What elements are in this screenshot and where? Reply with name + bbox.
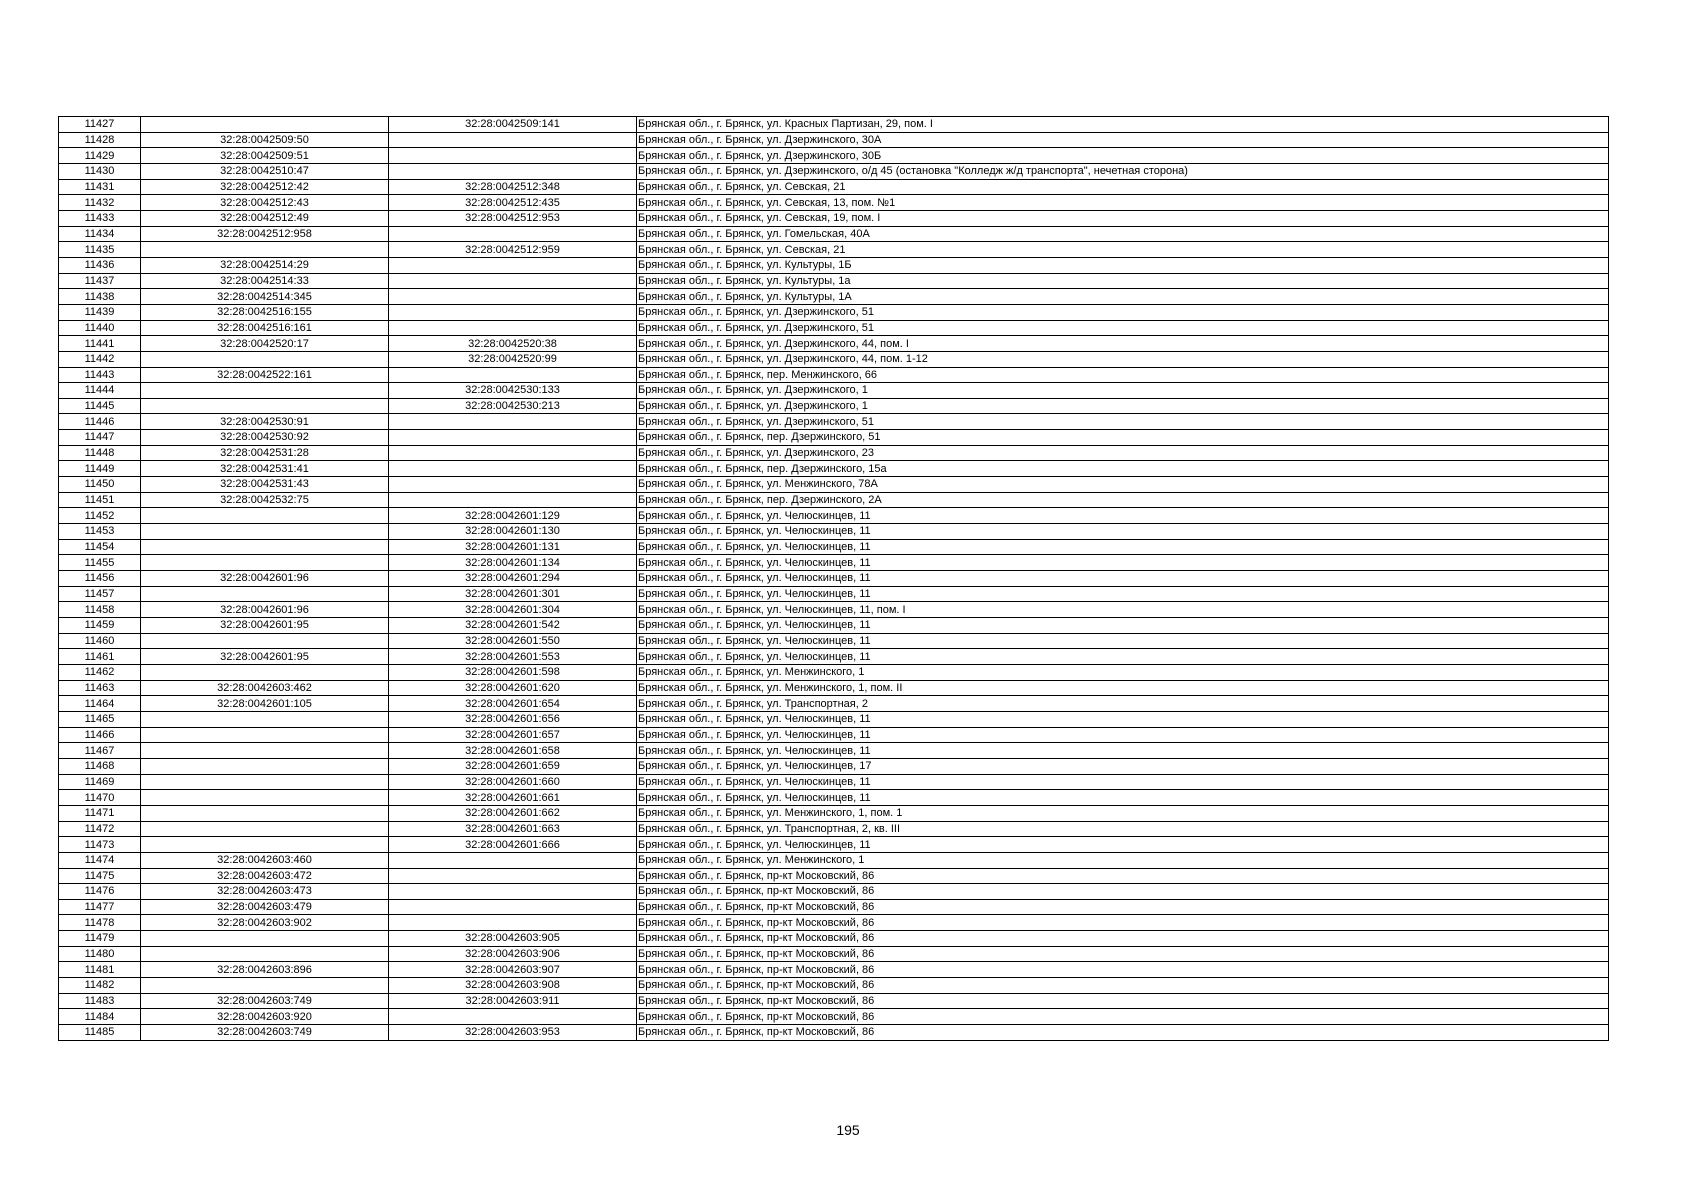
table-row xyxy=(59,210,1609,226)
table-row xyxy=(59,336,1609,352)
building-number-cell: 32:28:0042530:213 xyxy=(389,398,637,414)
row-number-cell: 11451 xyxy=(59,492,141,508)
table-row xyxy=(59,821,1609,837)
table-row xyxy=(59,727,1609,743)
building-number-cell: 32:28:0042601:598 xyxy=(389,664,637,680)
parcel-number-cell: 32:28:0042532:75 xyxy=(141,492,389,508)
register-table-container xyxy=(58,116,1609,1041)
table-row xyxy=(59,884,1609,900)
building-number-cell xyxy=(389,289,637,305)
row-number-cell: 11463 xyxy=(59,680,141,696)
table-row xyxy=(59,915,1609,931)
address-cell: Брянская обл., г. Брянск, ул. Севская, 19, пом. I xyxy=(637,210,1609,226)
address-cell: Брянская обл., г. Брянск, ул. Гомельская, 40А xyxy=(637,226,1609,242)
table-row xyxy=(59,492,1609,508)
address-cell: Брянская обл., г. Брянск, ул. Транспортная, 2, кв. III xyxy=(637,821,1609,837)
table-row xyxy=(59,148,1609,164)
building-number-cell xyxy=(389,320,637,336)
row-number-cell: 11438 xyxy=(59,289,141,305)
parcel-number-cell: 32:28:0042530:92 xyxy=(141,430,389,446)
address-cell: Брянская обл., г. Брянск, пр-кт Московский, 86 xyxy=(637,899,1609,915)
row-number-cell: 11472 xyxy=(59,821,141,837)
table-row xyxy=(59,805,1609,821)
row-number-cell: 11465 xyxy=(59,711,141,727)
address-cell: Брянская обл., г. Брянск, ул. Дзержинского, 30Б xyxy=(637,148,1609,164)
row-number-cell: 11470 xyxy=(59,790,141,806)
table-row xyxy=(59,257,1609,273)
address-cell: Брянская обл., г. Брянск, ул. Челюскинцев, 11 xyxy=(637,727,1609,743)
building-number-cell: 32:28:0042601:134 xyxy=(389,555,637,571)
table-row xyxy=(59,790,1609,806)
building-number-cell xyxy=(389,430,637,446)
parcel-number-cell: 32:28:0042530:91 xyxy=(141,414,389,430)
parcel-number-cell: 32:28:0042601:96 xyxy=(141,602,389,618)
building-number-cell: 32:28:0042512:348 xyxy=(389,179,637,195)
building-number-cell xyxy=(389,367,637,383)
address-cell: Брянская обл., г. Брянск, ул. Челюскинцев, 11, пом. I xyxy=(637,602,1609,618)
row-number-cell: 11428 xyxy=(59,132,141,148)
table-row xyxy=(59,539,1609,555)
address-cell: Брянская обл., г. Брянск, ул. Культуры, 1а xyxy=(637,273,1609,289)
parcel-number-cell xyxy=(141,351,389,367)
table-row xyxy=(59,664,1609,680)
row-number-cell: 11461 xyxy=(59,649,141,665)
table-row xyxy=(59,195,1609,211)
table-row xyxy=(59,273,1609,289)
row-number-cell: 11474 xyxy=(59,852,141,868)
row-number-cell: 11435 xyxy=(59,242,141,258)
building-number-cell: 32:28:0042530:133 xyxy=(389,383,637,399)
parcel-number-cell: 32:28:0042509:50 xyxy=(141,132,389,148)
parcel-number-cell: 32:28:0042512:958 xyxy=(141,226,389,242)
address-cell: Брянская обл., г. Брянск, ул. Культуры, 1Б xyxy=(637,257,1609,273)
table-row xyxy=(59,555,1609,571)
address-cell: Брянская обл., г. Брянск, ул. Дзержинского, о/д 45 (остановка "Колледж ж/д транспорта", нечетная сторона) xyxy=(637,163,1609,179)
row-number-cell: 11445 xyxy=(59,398,141,414)
address-cell: Брянская обл., г. Брянск, ул. Челюскинцев, 11 xyxy=(637,743,1609,759)
building-number-cell: 32:28:0042601:294 xyxy=(389,571,637,587)
building-number-cell: 32:28:0042512:959 xyxy=(389,242,637,258)
table-row xyxy=(59,524,1609,540)
address-cell: Брянская обл., г. Брянск, пр-кт Московский, 86 xyxy=(637,946,1609,962)
address-cell: Брянская обл., г. Брянск, ул. Челюскинцев, 11 xyxy=(637,774,1609,790)
row-number-cell: 11478 xyxy=(59,915,141,931)
table-row xyxy=(59,477,1609,493)
row-number-cell: 11459 xyxy=(59,618,141,634)
table-row xyxy=(59,868,1609,884)
building-number-cell xyxy=(389,884,637,900)
address-cell: Брянская обл., г. Брянск, пр-кт Московский, 86 xyxy=(637,868,1609,884)
row-number-cell: 11444 xyxy=(59,383,141,399)
parcel-number-cell xyxy=(141,978,389,994)
table-row xyxy=(59,1025,1609,1041)
address-cell: Брянская обл., г. Брянск, ул. Красных Партизан, 29, пом. I xyxy=(637,117,1609,133)
parcel-number-cell: 32:28:0042603:472 xyxy=(141,868,389,884)
parcel-number-cell: 32:28:0042510:47 xyxy=(141,163,389,179)
address-cell: Брянская обл., г. Брянск, ул. Челюскинцев, 11 xyxy=(637,555,1609,571)
address-cell: Брянская обл., г. Брянск, ул. Дзержинского, 51 xyxy=(637,320,1609,336)
building-number-cell: 32:28:0042601:304 xyxy=(389,602,637,618)
parcel-number-cell: 32:28:0042603:902 xyxy=(141,915,389,931)
parcel-number-cell xyxy=(141,508,389,524)
building-number-cell: 32:28:0042601:654 xyxy=(389,696,637,712)
table-row xyxy=(59,649,1609,665)
table-row xyxy=(59,179,1609,195)
row-number-cell: 11484 xyxy=(59,1009,141,1025)
row-number-cell: 11483 xyxy=(59,993,141,1009)
parcel-number-cell xyxy=(141,633,389,649)
building-number-cell xyxy=(389,304,637,320)
building-number-cell xyxy=(389,899,637,915)
parcel-number-cell xyxy=(141,727,389,743)
building-number-cell: 32:28:0042603:905 xyxy=(389,931,637,947)
row-number-cell: 11475 xyxy=(59,868,141,884)
address-cell: Брянская обл., г. Брянск, ул. Менжинского, 1, пом. 1 xyxy=(637,805,1609,821)
building-number-cell: 32:28:0042603:911 xyxy=(389,993,637,1009)
parcel-number-cell: 32:28:0042514:33 xyxy=(141,273,389,289)
address-cell: Брянская обл., г. Брянск, ул. Челюскинцев, 11 xyxy=(637,649,1609,665)
parcel-number-cell xyxy=(141,790,389,806)
address-cell: Брянская обл., г. Брянск, ул. Челюскинцев, 11 xyxy=(637,586,1609,602)
parcel-number-cell xyxy=(141,539,389,555)
building-number-cell: 32:28:0042601:661 xyxy=(389,790,637,806)
row-number-cell: 11480 xyxy=(59,946,141,962)
address-cell: Брянская обл., г. Брянск, ул. Дзержинского, 1 xyxy=(637,398,1609,414)
parcel-number-cell xyxy=(141,821,389,837)
row-number-cell: 11437 xyxy=(59,273,141,289)
table-row xyxy=(59,899,1609,915)
address-cell: Брянская обл., г. Брянск, ул. Дзержинского, 44, пом. I xyxy=(637,336,1609,352)
register-table-body xyxy=(59,117,1609,1041)
parcel-number-cell: 32:28:0042512:43 xyxy=(141,195,389,211)
parcel-number-cell: 32:28:0042603:920 xyxy=(141,1009,389,1025)
row-number-cell: 11462 xyxy=(59,664,141,680)
address-cell: Брянская обл., г. Брянск, ул. Челюскинцев, 11 xyxy=(637,618,1609,634)
parcel-number-cell xyxy=(141,555,389,571)
building-number-cell xyxy=(389,868,637,884)
parcel-number-cell: 32:28:0042509:51 xyxy=(141,148,389,164)
building-number-cell: 32:28:0042601:129 xyxy=(389,508,637,524)
building-number-cell xyxy=(389,852,637,868)
address-cell: Брянская обл., г. Брянск, пер. Менжинского, 66 xyxy=(637,367,1609,383)
address-cell: Брянская обл., г. Брянск, ул. Челюскинцев, 11 xyxy=(637,790,1609,806)
building-number-cell: 32:28:0042601:662 xyxy=(389,805,637,821)
parcel-number-cell: 32:28:0042603:896 xyxy=(141,962,389,978)
address-cell: Брянская обл., г. Брянск, ул. Дзержинского, 30А xyxy=(637,132,1609,148)
table-row xyxy=(59,931,1609,947)
address-cell: Брянская обл., г. Брянск, ул. Дзержинского, 44, пом. 1-12 xyxy=(637,351,1609,367)
address-cell: Брянская обл., г. Брянск, пр-кт Московский, 86 xyxy=(637,962,1609,978)
row-number-cell: 11442 xyxy=(59,351,141,367)
building-number-cell xyxy=(389,163,637,179)
building-number-cell xyxy=(389,226,637,242)
row-number-cell: 11434 xyxy=(59,226,141,242)
building-number-cell: 32:28:0042601:663 xyxy=(389,821,637,837)
register-table xyxy=(58,116,1609,1041)
parcel-number-cell: 32:28:0042514:29 xyxy=(141,257,389,273)
parcel-number-cell xyxy=(141,711,389,727)
parcel-number-cell xyxy=(141,242,389,258)
row-number-cell: 11482 xyxy=(59,978,141,994)
table-row xyxy=(59,351,1609,367)
table-row xyxy=(59,962,1609,978)
parcel-number-cell xyxy=(141,586,389,602)
row-number-cell: 11458 xyxy=(59,602,141,618)
table-row xyxy=(59,242,1609,258)
parcel-number-cell xyxy=(141,524,389,540)
row-number-cell: 11457 xyxy=(59,586,141,602)
row-number-cell: 11467 xyxy=(59,743,141,759)
row-number-cell: 11464 xyxy=(59,696,141,712)
parcel-number-cell: 32:28:0042603:479 xyxy=(141,899,389,915)
row-number-cell: 11466 xyxy=(59,727,141,743)
building-number-cell xyxy=(389,492,637,508)
parcel-number-cell: 32:28:0042601:95 xyxy=(141,649,389,665)
address-cell: Брянская обл., г. Брянск, ул. Менжинского, 78А xyxy=(637,477,1609,493)
building-number-cell: 32:28:0042601:620 xyxy=(389,680,637,696)
row-number-cell: 11452 xyxy=(59,508,141,524)
row-number-cell: 11446 xyxy=(59,414,141,430)
parcel-number-cell: 32:28:0042603:473 xyxy=(141,884,389,900)
row-number-cell: 11473 xyxy=(59,837,141,853)
address-cell: Брянская обл., г. Брянск, пр-кт Московский, 86 xyxy=(637,884,1609,900)
building-number-cell: 32:28:0042603:908 xyxy=(389,978,637,994)
parcel-number-cell xyxy=(141,664,389,680)
table-row xyxy=(59,289,1609,305)
building-number-cell: 32:28:0042601:659 xyxy=(389,758,637,774)
building-number-cell: 32:28:0042601:658 xyxy=(389,743,637,759)
row-number-cell: 11447 xyxy=(59,430,141,446)
table-row xyxy=(59,758,1609,774)
parcel-number-cell: 32:28:0042531:41 xyxy=(141,461,389,477)
address-cell: Брянская обл., г. Брянск, пр-кт Московский, 86 xyxy=(637,915,1609,931)
parcel-number-cell: 32:28:0042601:95 xyxy=(141,618,389,634)
row-number-cell: 11433 xyxy=(59,210,141,226)
building-number-cell xyxy=(389,461,637,477)
row-number-cell: 11431 xyxy=(59,179,141,195)
row-number-cell: 11479 xyxy=(59,931,141,947)
table-row xyxy=(59,383,1609,399)
table-row xyxy=(59,226,1609,242)
table-row xyxy=(59,304,1609,320)
table-row xyxy=(59,618,1609,634)
parcel-number-cell xyxy=(141,774,389,790)
table-row xyxy=(59,367,1609,383)
table-row xyxy=(59,117,1609,133)
address-cell: Брянская обл., г. Брянск, пер. Дзержинского, 51 xyxy=(637,430,1609,446)
address-cell: Брянская обл., г. Брянск, пр-кт Московский, 86 xyxy=(637,993,1609,1009)
address-cell: Брянская обл., г. Брянск, пер. Дзержинского, 2А xyxy=(637,492,1609,508)
row-number-cell: 11471 xyxy=(59,805,141,821)
address-cell: Брянская обл., г. Брянск, пр-кт Московский, 86 xyxy=(637,978,1609,994)
table-row xyxy=(59,711,1609,727)
parcel-number-cell: 32:28:0042516:161 xyxy=(141,320,389,336)
row-number-cell: 11439 xyxy=(59,304,141,320)
building-number-cell: 32:28:0042601:656 xyxy=(389,711,637,727)
row-number-cell: 11449 xyxy=(59,461,141,477)
parcel-number-cell: 32:28:0042603:462 xyxy=(141,680,389,696)
table-row xyxy=(59,743,1609,759)
row-number-cell: 11454 xyxy=(59,539,141,555)
parcel-number-cell: 32:28:0042603:460 xyxy=(141,852,389,868)
table-row xyxy=(59,993,1609,1009)
row-number-cell: 11469 xyxy=(59,774,141,790)
table-row xyxy=(59,633,1609,649)
building-number-cell: 32:28:0042603:907 xyxy=(389,962,637,978)
row-number-cell: 11481 xyxy=(59,962,141,978)
building-number-cell: 32:28:0042601:660 xyxy=(389,774,637,790)
address-cell: Брянская обл., г. Брянск, пр-кт Московский, 86 xyxy=(637,931,1609,947)
parcel-number-cell: 32:28:0042603:749 xyxy=(141,1025,389,1041)
parcel-number-cell xyxy=(141,383,389,399)
table-row xyxy=(59,696,1609,712)
building-number-cell xyxy=(389,1009,637,1025)
parcel-number-cell xyxy=(141,398,389,414)
row-number-cell: 11432 xyxy=(59,195,141,211)
address-cell: Брянская обл., г. Брянск, пр-кт Московский, 86 xyxy=(637,1025,1609,1041)
building-number-cell xyxy=(389,257,637,273)
table-row xyxy=(59,946,1609,962)
address-cell: Брянская обл., г. Брянск, ул. Дзержинского, 1 xyxy=(637,383,1609,399)
building-number-cell: 32:28:0042603:906 xyxy=(389,946,637,962)
row-number-cell: 11436 xyxy=(59,257,141,273)
building-number-cell: 32:28:0042520:99 xyxy=(389,351,637,367)
row-number-cell: 11485 xyxy=(59,1025,141,1041)
address-cell: Брянская обл., г. Брянск, ул. Челюскинцев, 11 xyxy=(637,837,1609,853)
table-row xyxy=(59,774,1609,790)
parcel-number-cell xyxy=(141,931,389,947)
parcel-number-cell: 32:28:0042522:161 xyxy=(141,367,389,383)
row-number-cell: 11455 xyxy=(59,555,141,571)
building-number-cell xyxy=(389,148,637,164)
row-number-cell: 11429 xyxy=(59,148,141,164)
row-number-cell: 11448 xyxy=(59,445,141,461)
parcel-number-cell: 32:28:0042512:49 xyxy=(141,210,389,226)
building-number-cell: 32:28:0042601:301 xyxy=(389,586,637,602)
address-cell: Брянская обл., г. Брянск, ул. Севская, 21 xyxy=(637,179,1609,195)
table-row xyxy=(59,680,1609,696)
parcel-number-cell xyxy=(141,743,389,759)
row-number-cell: 11427 xyxy=(59,117,141,133)
page-number: 195 xyxy=(836,1122,860,1138)
building-number-cell: 32:28:0042601:542 xyxy=(389,618,637,634)
parcel-number-cell xyxy=(141,837,389,853)
table-row xyxy=(59,1009,1609,1025)
address-cell: Брянская обл., г. Брянск, ул. Дзержинского, 23 xyxy=(637,445,1609,461)
address-cell: Брянская обл., г. Брянск, ул. Челюскинцев, 11 xyxy=(637,633,1609,649)
row-number-cell: 11477 xyxy=(59,899,141,915)
row-number-cell: 11468 xyxy=(59,758,141,774)
row-number-cell: 11443 xyxy=(59,367,141,383)
parcel-number-cell xyxy=(141,117,389,133)
building-number-cell xyxy=(389,915,637,931)
building-number-cell: 32:28:0042509:141 xyxy=(389,117,637,133)
parcel-number-cell xyxy=(141,758,389,774)
building-number-cell xyxy=(389,477,637,493)
building-number-cell: 32:28:0042520:38 xyxy=(389,336,637,352)
building-number-cell xyxy=(389,273,637,289)
row-number-cell: 11430 xyxy=(59,163,141,179)
table-row xyxy=(59,398,1609,414)
table-row xyxy=(59,445,1609,461)
table-row xyxy=(59,430,1609,446)
address-cell: Брянская обл., г. Брянск, ул. Челюскинцев, 11 xyxy=(637,711,1609,727)
building-number-cell: 32:28:0042601:657 xyxy=(389,727,637,743)
building-number-cell: 32:28:0042603:953 xyxy=(389,1025,637,1041)
address-cell: Брянская обл., г. Брянск, ул. Менжинского, 1 xyxy=(637,852,1609,868)
table-row xyxy=(59,978,1609,994)
parcel-number-cell: 32:28:0042601:105 xyxy=(141,696,389,712)
address-cell: Брянская обл., г. Брянск, ул. Менжинского, 1, пом. II xyxy=(637,680,1609,696)
address-cell: Брянская обл., г. Брянск, ул. Дзержинского, 51 xyxy=(637,304,1609,320)
address-cell: Брянская обл., г. Брянск, ул. Севская, 21 xyxy=(637,242,1609,258)
building-number-cell: 32:28:0042601:553 xyxy=(389,649,637,665)
address-cell: Брянская обл., г. Брянск, ул. Челюскинцев, 11 xyxy=(637,571,1609,587)
table-row xyxy=(59,132,1609,148)
parcel-number-cell: 32:28:0042531:43 xyxy=(141,477,389,493)
table-row xyxy=(59,414,1609,430)
building-number-cell: 32:28:0042512:435 xyxy=(389,195,637,211)
row-number-cell: 11456 xyxy=(59,571,141,587)
building-number-cell: 32:28:0042601:550 xyxy=(389,633,637,649)
parcel-number-cell: 32:28:0042520:17 xyxy=(141,336,389,352)
row-number-cell: 11441 xyxy=(59,336,141,352)
building-number-cell: 32:28:0042601:131 xyxy=(389,539,637,555)
table-row xyxy=(59,571,1609,587)
address-cell: Брянская обл., г. Брянск, ул. Севская, 13, пом. №1 xyxy=(637,195,1609,211)
row-number-cell: 11476 xyxy=(59,884,141,900)
address-cell: Брянская обл., г. Брянск, пер. Дзержинского, 15а xyxy=(637,461,1609,477)
building-number-cell xyxy=(389,445,637,461)
parcel-number-cell: 32:28:0042514:345 xyxy=(141,289,389,305)
building-number-cell xyxy=(389,414,637,430)
address-cell: Брянская обл., г. Брянск, пр-кт Московский, 86 xyxy=(637,1009,1609,1025)
address-cell: Брянская обл., г. Брянск, ул. Менжинского, 1 xyxy=(637,664,1609,680)
row-number-cell: 11440 xyxy=(59,320,141,336)
address-cell: Брянская обл., г. Брянск, ул. Челюскинцев, 11 xyxy=(637,539,1609,555)
parcel-number-cell xyxy=(141,805,389,821)
table-row xyxy=(59,461,1609,477)
parcel-number-cell: 32:28:0042512:42 xyxy=(141,179,389,195)
building-number-cell: 32:28:0042512:953 xyxy=(389,210,637,226)
address-cell: Брянская обл., г. Брянск, ул. Дзержинского, 51 xyxy=(637,414,1609,430)
address-cell: Брянская обл., г. Брянск, ул. Челюскинцев, 17 xyxy=(637,758,1609,774)
address-cell: Брянская обл., г. Брянск, ул. Челюскинцев, 11 xyxy=(637,508,1609,524)
building-number-cell: 32:28:0042601:130 xyxy=(389,524,637,540)
table-row xyxy=(59,602,1609,618)
parcel-number-cell: 32:28:0042531:28 xyxy=(141,445,389,461)
building-number-cell: 32:28:0042601:666 xyxy=(389,837,637,853)
table-row xyxy=(59,163,1609,179)
table-row xyxy=(59,320,1609,336)
table-row xyxy=(59,586,1609,602)
table-row xyxy=(59,852,1609,868)
parcel-number-cell: 32:28:0042601:96 xyxy=(141,571,389,587)
table-row xyxy=(59,837,1609,853)
address-cell: Брянская обл., г. Брянск, ул. Культуры, 1А xyxy=(637,289,1609,305)
table-row xyxy=(59,508,1609,524)
parcel-number-cell: 32:28:0042603:749 xyxy=(141,993,389,1009)
address-cell: Брянская обл., г. Брянск, ул. Челюскинцев, 11 xyxy=(637,524,1609,540)
address-cell: Брянская обл., г. Брянск, ул. Транспортная, 2 xyxy=(637,696,1609,712)
row-number-cell: 11450 xyxy=(59,477,141,493)
parcel-number-cell: 32:28:0042516:155 xyxy=(141,304,389,320)
building-number-cell xyxy=(389,132,637,148)
row-number-cell: 11460 xyxy=(59,633,141,649)
parcel-number-cell xyxy=(141,946,389,962)
row-number-cell: 11453 xyxy=(59,524,141,540)
